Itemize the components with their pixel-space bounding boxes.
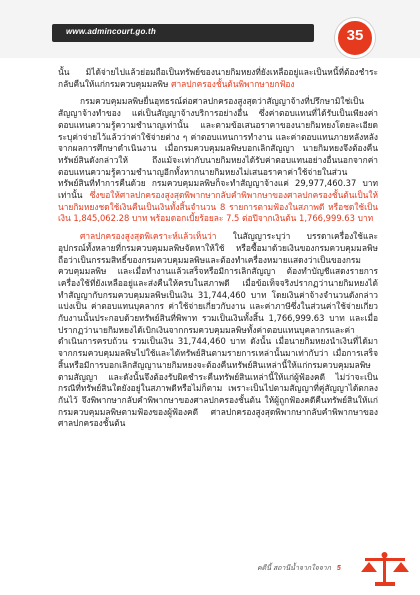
highlighted-text: ศาลปกครองสูงสุดพิเคราะห์แล้วเห็นว่า [80, 231, 217, 242]
footer-caption: คดีนี้ สถานีน้ำจากใจจาก [257, 565, 331, 572]
scale-of-justice-logo [355, 550, 415, 590]
paragraph [58, 231, 378, 430]
page-footer [257, 563, 341, 574]
body-text: นั้น มิได้จ่ายไปแล้วย่อมถือเป็นทรัพย์ของนายกิมหยงที่ยังเหลืออยู่และเป็นหนี้ที่ต้องชำระกลับคืนให้แก่กรมควบคุมมลพิษ [58, 67, 378, 89]
url-banner [52, 24, 314, 42]
website-url: www.admincourt.go.th [66, 27, 156, 36]
paragraph [58, 96, 378, 225]
body-text: ในสัญญาระบุว่า บรรดาเครื่องใช้และอุปกรณ์ทั้งหลายที่กรมควบคุมมลพิษจัดหาให้ใช้ หรือซื้อมาด้วยเงินของกรมควบคุมมลพิษ ถือว่าเป็นกรรมสิทธิ์ของกรมควบคุมมลพิษและต้องทำเครื่องหมายแสดงว่าเป็นของกรมควบคุมมลพิษ และเมื่อทำงานแล้วเสร็จหรือมีการเลิกสัญญา ต้องทำบัญชีแสดงรายการเครื่องใช้ที่ยังเหลืออยู่และส่งคืนให้ครบในสภาพดี เมื่อข้อเท็จจริงปรากฏว่านายกิมหยงได้ทำสัญญากับกรมควบคุมมลพิษเป็นเงิน 31,744,460 บาท โดยเงินค่าจ้างจำนวนดังกล่าวแบ่งเป็น ค่าตอบแทนบุคลากร ค่าใช้จ่ายเกี่ยวกับงาน และค่าภาษีซึ่งในส่วนค่าใช้จ่ายเกี่ยวกับงานนั้นประกอบด้วยทรัพย์สินที่พิพาท รวมเป็นเงินทั้งสิ้น 1,766,999.63 บาท และเมื่อปรากฏว่านายกิมหยงได้เบิกเงินจากกรมควบคุมมลพิษทั้งค่าตอบแทนบุคลากรและค่าดำเนินการครบถ้วน รวมเป็นเงิน 31,744,460 บาท ดังนั้น เมื่อนายกิมหยงนำเงินที่ได้มาจากกรมควบคุมมลพิษไปใช้และได้ทรัพย์สินตามรายการเหล่านั้นมาเท่ากับว่า เมื่อการเสร็จสิ้นหรือมีการบอกเลิกสัญญานายกิมหยงจะต้องคืนทรัพย์สินเหล่านี้ให้แก่กรมควบคุมมลพิษตามสัญญา และดังนั้นจึงต้องรับผิดชำระคืนทรัพย์สินเหล่านี้ให้แก่ผู้ฟ้องคดี ไม่ว่าจะเป็นกรณีที่ทรัพย์สินใดยังอยู่ในสภาพดีหรือไม่ก็ตาม เพราะเป็นไปตามสัญญาที่คู่สัญญาได้ตกลงกันไว้ จึงพิพากษากลับคำพิพากษาของศาลปกครองชั้นต้น ให้ผู้ถูกฟ้องคดีคืนทรัพย์สินให้แก่กรมควบคุมมลพิษตามฟ้องของผู้ฟ้องคดี ศาลปกครองสูงสุดพิพากษากลับคำพิพากษาของศาลปกครองชั้นต้น [58, 231, 378, 429]
page-header [0, 0, 420, 58]
footer-page-number: 5 [336, 565, 341, 572]
highlighted-text: ซึ่งขอให้ศาลปกครองสูงสุดพิพากษากลับคำพิพากษาของศาลปกครองชั้นต้นเป็นให้นายกิมหยงชดใช้เงินคืนเป็นเงินทั้งสิ้นจำนวน 8 รายการตามฟ้องในสภาพดี หรือชดใช้เป็นเงิน 1,845,062.28 บาท พร้อมดอกเบี้ยร้อยละ 7.5 ต่อปีจากเงินต้น 1,766,999.63 บาท [58, 190, 378, 224]
highlighted-text: ศาลปกครองชั้นต้นพิพากษายกฟ้อง [171, 78, 295, 89]
article-body [58, 67, 378, 430]
page-number-badge [335, 18, 375, 58]
page-number: 35 [346, 27, 364, 44]
body-text: กรมควบคุมมลพิษยื่นอุทธรณ์ต่อศาลปกครองสูงสุดว่าสัญญาจ้างที่ปรึกษามิใช่เป็นสัญญาจ้างทำของ แต่เป็นสัญญาจ้างบริการอย่างอื่น ซึ่งค่าตอบแทนที่ได้รับเป็นเพียงค่าตอบแทนความรู้ความชำนาญเท่านั้น และตามข้อเสนอราคาของนายกิมหยงโดยละเอียดระบุค่าจ่ายไว้แล้วว่าค่าใช้จ่ายต่าง ๆ ค่าตอบแทนการทำงาน และค่าตอบแทนภายหลังหลังจากผลการศึกษาดำเนินงาน เมื่อกรมควบคุมมลพิษบอกเลิกสัญญา นายกิมหยงจึงต้องคืนทรัพย์สินดังกล่าวให้ ถึงแม้จะเท่ากับนายกิมหยงได้รับค่าตอบแทนอย่างอื่นนอกจากค่าตอบแทนความรู้ความชำนาญอีกทั้งหากนายกิมหยงไม่เสนอราคาค่าใช้จ่ายในส่วนทรัพย์สินที่ทำการคืนด้วย กรมควบคุมมลพิษก็จะทำสัญญาจ้างแค่ 29,977,460.37 บาท เท่านั้น [58, 96, 378, 201]
paragraph [58, 67, 378, 90]
